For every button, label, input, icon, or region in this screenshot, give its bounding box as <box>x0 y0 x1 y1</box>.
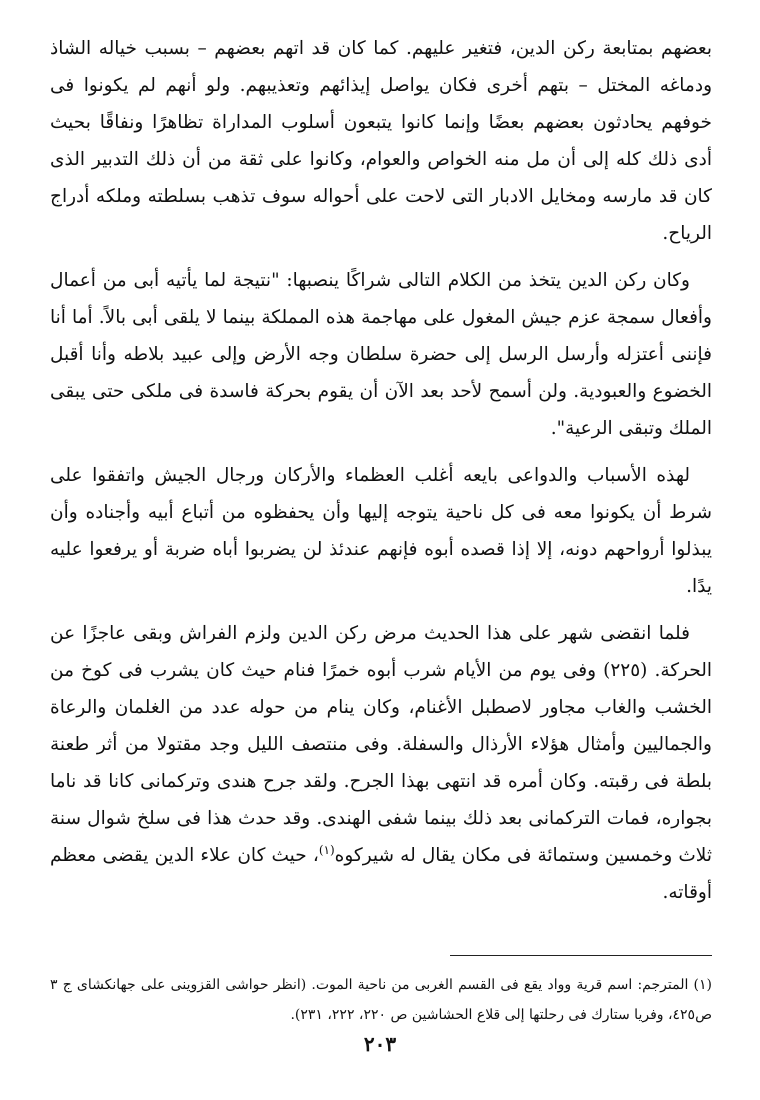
footnote-divider <box>450 955 712 956</box>
footnote-text: (١) المترجم: اسم قرية وواد يقع فى القسم الغربى من ناحية الموت. (انظر حواشى القزوينى على جهانكشاى ج ٣ ص٤٢٥، وفريا ستارك فى رحلتها إلى قلاع الحشاشين ص ٢٢٠، ٢٢٢، ٢٣١). <box>50 977 712 1023</box>
paragraph-4-ending: ، حيث كان علاء الدين يقضى معظم أوقاته. <box>50 845 712 903</box>
paragraph-4 <box>50 615 712 911</box>
paragraph-3: لهذه الأسباب والدواعى بايعه أغلب العظماء والأركان ورجال الجيش واتفقوا على شرط أن يكونوا معه فى كل ناحية يتوجه إليها وأن يحفظوه من أتباع أبيه وأجناده وأن يبذلوا أرواحهم دونه، إلا إذا قصده أبوه فإنهم عندئذ لن يضربوا أباه ضربة أو يرفعوا عليه يدًا. <box>50 465 712 597</box>
footnote <box>50 970 712 1030</box>
main-text-block <box>50 30 712 921</box>
footnote-reference: (١) <box>318 842 335 857</box>
paragraph-4-text: فلما انقضى شهر على هذا الحديث مرض ركن الدين ولزم الفراش وبقى عاجزًا عن الحركة. (٢٢٥) وفى يوم من الأيام شرب أبوه خمرًا فنام حيث كان يشرب فى كوخ من الخشب والغاب مجاور لاصطبل الأغنام، وكان ينام من حوله عدد من الغلمان والرعاة والجماليين وأمثال هؤلاء الأرذال والسفلة. وفى منتصف الليل وجد مقتولا من أثر طعنة بلطة فى رقبته. وكان أمره قد انتهى بهذا الجرح. ولقد جرح هندى وتركمانى كانا قد ناما بجواره، فمات التركمانى بعد ذلك بينما شفى الهندى. وقد حدث هذا فى سلخ شوال سنة ثلاث وخمسين وستمائة فى مكان يقال له شيركوه <box>50 623 712 866</box>
paragraph-1: بعضهم بمتابعة ركن الدين، فتغير عليهم. كما كان قد اتهم بعضهم – بسبب خياله الشاذ ودماغه المختل – بتهم أخرى فكان يواصل إيذائهم وتعذيبهم. ولو أنهم لم يكونوا فى خوفهم يحادثون بعضهم بعضًا وإنما كانوا يتبعون أسلوب المداراة تظاهرًا ونفاقًا بحيث أدى ذلك كله إلى أن مل منه الخواص والعوام، وكانوا على ثقة من أن ذلك التدبير الذى كان قد مارسه ومخايل الادبار التى لاحت على أحواله سوف تذهب بسلطته وملكه أدراج الرياح. <box>50 38 712 244</box>
page-number: ٢٠٣ <box>363 1032 397 1056</box>
paragraph-2: وكان ركن الدين يتخذ من الكلام التالى شراكًا ينصبها: "نتيجة لما يأتيه أبى من أعمال وأفعال سمجة عزم جيش المغول على مهاجمة هذه المملكة بينما لا يلقى أبى بالاً. أما أنا فإننى أعتزله وأرسل الرسل إلى حضرة سلطان وجه الأرض وإلى عبيد بلاطه وأنا أقبل الخضوع والعبودية. ولن أسمح لأحد بعد الآن أن يقوم بحركة فاسدة فى ملكى حتى يبقى الملك وتبقى الرعية". <box>50 270 712 439</box>
